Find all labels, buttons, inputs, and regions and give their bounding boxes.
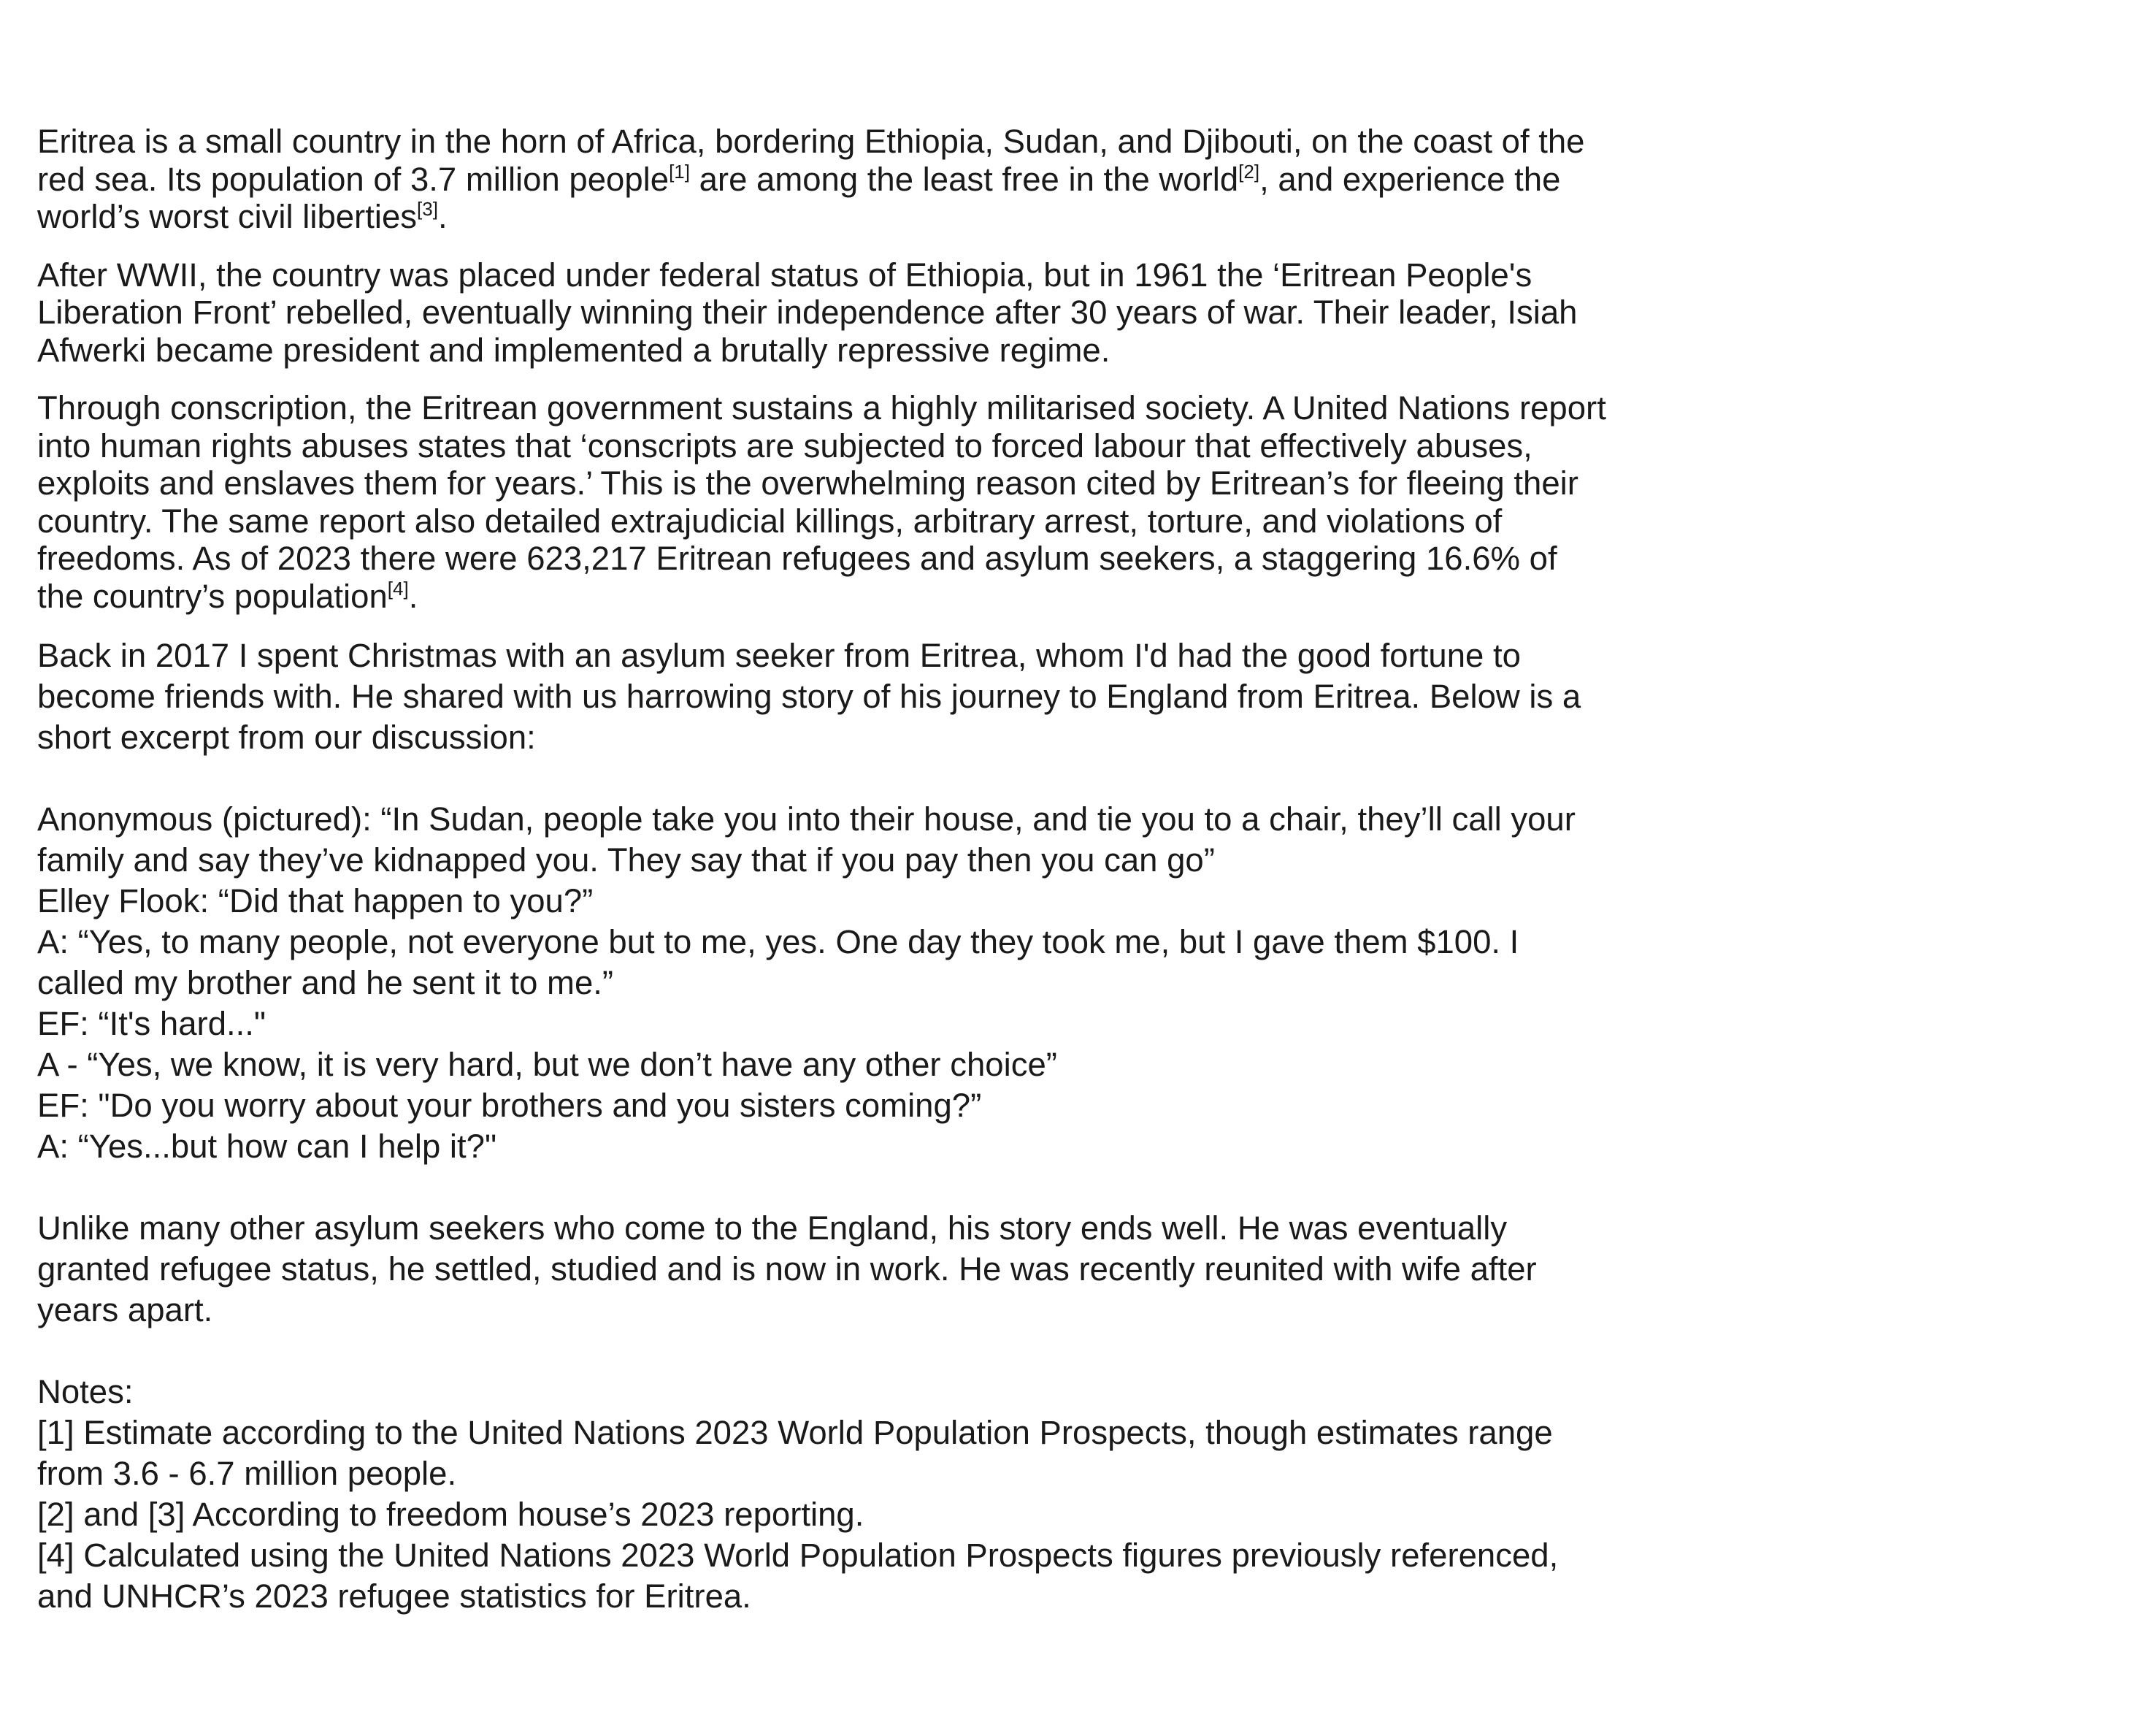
note-line: [2] and [3] According to freedom house’s 2023 reporting. — [37, 1496, 864, 1533]
text-line: freedoms. As of 2023 there were 623,217 Eritrean refugees and asylum seekers, a staggering 16.6% of — [37, 540, 1557, 577]
dialogue-line: Anonymous (pictured): “In Sudan, people take you into their house, and tie you to a chair, they’ll call your — [37, 800, 1576, 838]
notes-heading: Notes: — [37, 1373, 134, 1410]
conscription-paragraph — [37, 389, 1673, 615]
footnote-ref-2[interactable]: [2] — [1238, 160, 1260, 183]
text-line: years apart. — [37, 1291, 213, 1328]
text-line: short excerpt from our discussion: — [37, 719, 536, 756]
dialogue-line: EF: “It's hard..." — [37, 1005, 266, 1042]
text-segment: . — [437, 198, 448, 235]
text-line: Eritrea is a small country in the horn of Africa, bordering Ethiopia, Sudan, and Djibouti, on the coast of the — [37, 123, 1585, 160]
story-paragraph — [37, 635, 1673, 758]
text-line: Unlike many other asylum seekers who come to the England, his story ends well. He was eventually — [37, 1209, 1508, 1247]
text-line: into human rights abuses states that ‘conscripts are subjected to forced labour that effectively abuses, — [37, 427, 1532, 464]
spacer — [37, 1167, 1673, 1208]
conclusion-paragraph — [37, 1208, 1673, 1331]
dialogue-line: A - “Yes, we know, it is very hard, but we don’t have any other choice” — [37, 1046, 1057, 1083]
text-line — [37, 198, 1673, 236]
footnote-ref-4[interactable]: [4] — [387, 577, 409, 600]
spacer — [37, 1331, 1673, 1372]
text-segment: the country’s population — [37, 577, 388, 615]
dialogue-excerpt — [37, 799, 1673, 1167]
text-line — [37, 578, 1673, 616]
text-segment: are among the least free in the world — [689, 160, 1239, 198]
text-segment: red sea. Its population of 3.7 million people — [37, 160, 670, 198]
text-line: Through conscription, the Eritrean government sustains a highly militarised society. A United Nations report — [37, 389, 1606, 427]
note-line: and UNHCR’s 2023 refugee statistics for Eritrea. — [37, 1577, 751, 1615]
dialogue-line: called my brother and he sent it to me.” — [37, 964, 614, 1001]
dialogue-line: EF: "Do you worry about your brothers and you sisters coming?” — [37, 1087, 982, 1124]
dialogue-line: Elley Flook: “Did that happen to you?” — [37, 882, 594, 919]
footnote-ref-1[interactable]: [1] — [669, 160, 690, 183]
text-line: Back in 2017 I spent Christmas with an asylum seeker from Eritrea, whom I'd had the good fortune to — [37, 637, 1521, 674]
intro-paragraph — [37, 123, 1673, 236]
footnote-ref-3[interactable]: [3] — [417, 198, 438, 220]
note-line: [1] Estimate according to the United Nations 2023 World Population Prospects, though estimates range — [37, 1414, 1553, 1451]
dialogue-line: family and say they’ve kidnapped you. They say that if you pay then you can go” — [37, 841, 1215, 879]
text-line — [37, 161, 1673, 199]
text-line: country. The same report also detailed extrajudicial killings, arbitrary arrest, torture, and violations of — [37, 502, 1503, 540]
text-segment: world’s worst civil liberties — [37, 198, 418, 235]
text-line: After WWII, the country was placed under federal status of Ethiopia, but in 1961 the ‘Eritrean People's — [37, 256, 1532, 294]
text-segment: . — [408, 577, 418, 615]
note-line: from 3.6 - 6.7 million people. — [37, 1455, 457, 1492]
history-paragraph — [37, 256, 1673, 370]
text-line: Liberation Front’ rebelled, eventually winning their independence after 30 years of war. Their leader, Isiah — [37, 294, 1578, 331]
text-line: Afwerki became president and implemented a brutally repressive regime. — [37, 331, 1110, 369]
text-segment: , and experience the — [1259, 160, 1561, 198]
text-line: exploits and enslaves them for years.’ This is the overwhelming reason cited by Eritrean’s for fleeing their — [37, 464, 1578, 502]
dialogue-line: A: “Yes, to many people, not everyone but to me, yes. One day they took me, but I gave them $100. I — [37, 923, 1519, 960]
spacer — [37, 758, 1673, 799]
note-line: [4] Calculated using the United Nations 2023 World Population Prospects figures previously referenced, — [37, 1537, 1559, 1574]
text-line: granted refugee status, he settled, studied and is now in work. He was recently reunited with wife after — [37, 1250, 1537, 1288]
dialogue-line: A: “Yes...but how can I help it?" — [37, 1128, 497, 1165]
article-body — [37, 123, 1673, 1617]
notes-section — [37, 1372, 1673, 1617]
text-line: become friends with. He shared with us harrowing story of his journey to England from Eritrea. Below is a — [37, 678, 1581, 715]
